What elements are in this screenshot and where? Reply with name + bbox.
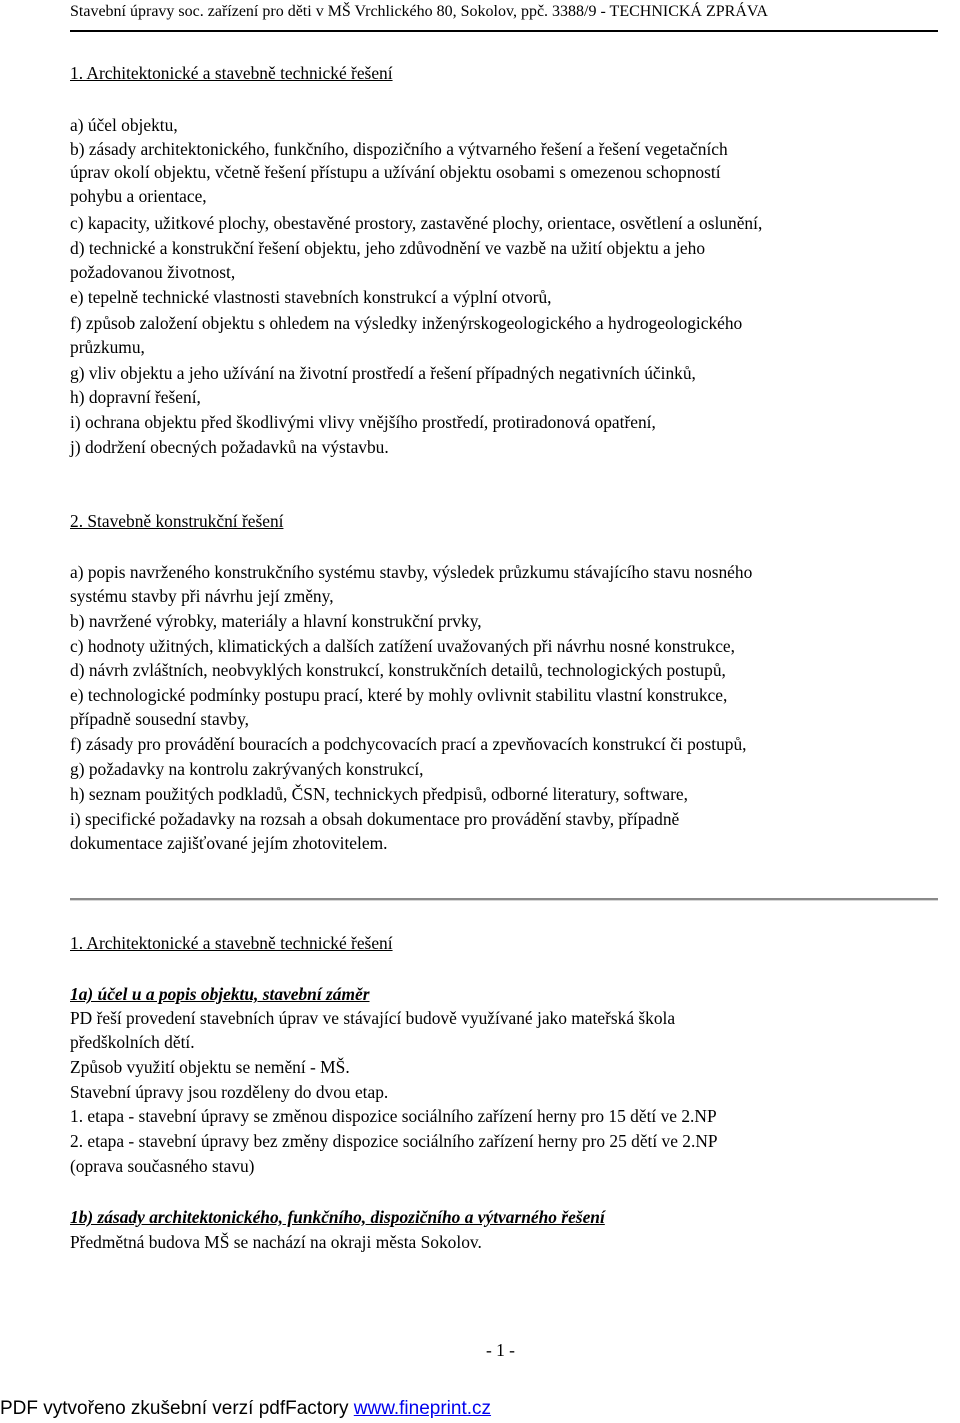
section-2-item: případně sousední stavby,: [70, 709, 250, 729]
header-rule: [70, 30, 938, 32]
section-1-item: b) zásady architektonického, funkčního, dispozičního a výtvarného řešení a řešení vegetačních: [70, 139, 728, 159]
section-2-item: b) navržené výrobky, materiály a hlavní konstrukční prvky,: [70, 611, 482, 631]
section-1-item: f) způsob založení objektu s ohledem na výsledky inženýrskogeologického a hydrogeologického: [70, 313, 743, 333]
section-1-item: a) účel objektu,: [70, 115, 178, 135]
section-2-item: e) technologické podmínky postupu prací, které by mohly ovlivnit stabilitu vlastní konstrukce,: [70, 685, 728, 705]
section-1-item: i) ochrana objektu před škodlivými vlivy vnějšího prostředí, protiradonová opatření,: [70, 412, 656, 432]
footer-text: PDF vytvořeno zkušební verzí pdfFactory: [0, 1398, 349, 1419]
page-separator: [70, 898, 938, 901]
subsection-1a-line: (oprava současného stavu): [70, 1156, 255, 1176]
subsection-1a-line: PD řeší provedení stavebních úprav ve stávající budově využívané jako mateřská škola: [70, 1008, 676, 1028]
section-1-item: úprav okolí objektu, včetně řešení přístupu a užívání objektu osobami s omezenou schopností: [70, 162, 721, 182]
page-number: - 1 -: [486, 1340, 515, 1360]
subsection-1a-line: 1. etapa - stavební úpravy se změnou dispozice sociálního zařízení herny pro 15 dětí ve 2.NP: [70, 1106, 717, 1126]
section-2-item: a) popis navrženého konstrukčního systému stavby, výsledek průzkumu stávajícího stavu nosného: [70, 562, 753, 582]
section-1-item: c) kapacity, užitkové plochy, obestavěné prostory, zastavěné plochy, orientace, osvětlení a oslunění,: [70, 213, 763, 233]
running-header: Stavební úpravy soc. zařízení pro děti v MŠ Vrchlického 80, Sokolov, ppč. 3388/9 - TECHNICKÁ ZPRÁVA: [70, 3, 768, 20]
subsection-1a-line: 2. etapa - stavební úpravy bez změny dispozice sociálního zařízení herny pro 25 dětí ve 2.NP: [70, 1131, 718, 1151]
section-1-item: j) dodržení obecných požadavků na výstavbu.: [70, 437, 389, 457]
section-2-item: systému stavby při návrhu její změny,: [70, 586, 334, 606]
subsection-1a-line: předškolních dětí.: [70, 1032, 195, 1052]
section-1-item: g) vliv objektu a jeho užívání na životní prostředí a řešení případných negativních účinků,: [70, 363, 696, 383]
section-1-item: požadovanou životnost,: [70, 262, 236, 282]
section-2-item: c) hodnoty užitných, klimatických a dalších zatížení uvažovaných při návrhu nosné konstrukce,: [70, 636, 735, 656]
section-1-item: pohybu a orientace,: [70, 186, 207, 206]
subsection-1a-line: Způsob využití objektu se nemění - MŠ.: [70, 1057, 350, 1077]
section-1-title: 1. Architektonické a stavebně technické řešení: [70, 63, 393, 83]
subsection-1a-line: Stavební úpravy jsou rozděleny do dvou etap.: [70, 1082, 389, 1102]
section-1-item: h) dopravní řešení,: [70, 387, 201, 407]
section-2-item: dokumentace zajišťované jejím zhotovitelem.: [70, 833, 388, 853]
subsection-1b-title: 1b) zásady architektonického, funkčního, dispozičního a výtvarného řešení: [70, 1207, 605, 1227]
footer-link[interactable]: www.fineprint.cz: [353, 1398, 492, 1419]
section-2-item: g) požadavky na kontrolu zakrývaných konstrukcí,: [70, 759, 424, 779]
pdf-footer: [0, 1396, 491, 1422]
section-2-title: 2. Stavebně konstrukční řešení: [70, 511, 284, 531]
subsection-1a-title: 1a) účel u a popis objektu, stavební záměr: [70, 984, 370, 1004]
subsection-1b-line: Předmětná budova MŠ se nachází na okraji města Sokolov.: [70, 1232, 482, 1252]
section-1-item: d) technické a konstrukční řešení objektu, jeho zdůvodnění ve vazbě na užití objektu a jeho: [70, 238, 706, 258]
section-2-item: d) návrh zvláštních, neobvyklých konstrukcí, konstrukčních detailů, technologických postupů,: [70, 660, 726, 680]
section-2-item: h) seznam použitých podkladů, ČSN, technickych předpisů, odborné literatury, software,: [70, 784, 689, 804]
section-1-item: průzkumu,: [70, 337, 145, 357]
section-2-item: f) zásady pro provádění bouracích a podchycovacích prací a zpevňovacích konstrukcí či postupů,: [70, 734, 747, 754]
section-1b-title: 1. Architektonické a stavebně technické řešení: [70, 933, 393, 953]
section-1-item: e) tepelně technické vlastnosti stavebních konstrukcí a výplní otvorů,: [70, 287, 552, 307]
section-2-item: i) specifické požadavky na rozsah a obsah dokumentace pro provádění stavby, případně: [70, 809, 680, 829]
